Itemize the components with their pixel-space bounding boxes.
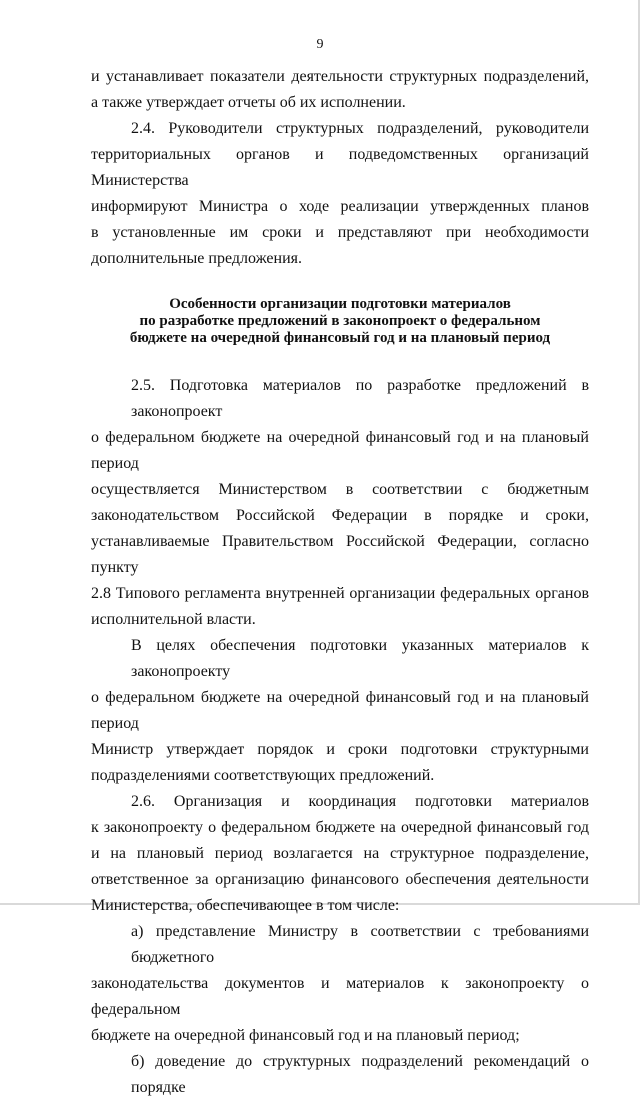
text-line: и на плановый период возлагается на структурное подразделение, (91, 845, 589, 862)
text-line: бюджете на очередной финансовый год и на плановый период; (91, 1027, 520, 1044)
text-line: законодательства документов и материалов к законопроекту о федеральном (91, 975, 589, 1018)
text-line: и устанавливает показатели деятельности структурных подразделений, (91, 68, 589, 85)
text-line: 2.6. Организация и координация подготовки материалов (131, 793, 589, 810)
heading-line: Особенности организации подготовки материалов (169, 296, 511, 312)
paragraph-continuation (91, 64, 589, 116)
text-line: к законопроекту о федеральном бюджете на очередной финансовый год (91, 819, 589, 836)
text-line: в установленные им сроки и представляют при необходимости (91, 224, 589, 241)
text-line: о федеральном бюджете на очередной финансовый год и на плановый период (91, 689, 589, 732)
text-line: ответственное за организацию финансового обеспечения деятельности (91, 871, 589, 888)
text-line: информируют Министра о ходе реализации утвержденных планов (91, 198, 589, 215)
text-line: осуществляется Министерством в соответствии с бюджетным (91, 481, 589, 498)
text-line: Министерства, обеспечивающее в том числе: (91, 897, 400, 914)
heading-line: по разработке предложений в законопроект о федеральном (139, 313, 541, 329)
text-line: 2.4. Руководители структурных подразделений, руководители (131, 120, 589, 137)
paragraph-2-5 (91, 373, 589, 633)
text-line: дополнительные предложения. (91, 250, 302, 267)
page-content (91, 64, 589, 1101)
paragraph-2-4 (91, 116, 589, 272)
section-heading (91, 296, 589, 347)
text-line: территориальных органов и подведомственных организаций Министерства (91, 146, 589, 189)
text-line: законодательством Российской Федерации в порядке и сроки, (91, 507, 589, 524)
text-line: 2.8 Типового регламента внутренней организации федеральных органов (91, 585, 589, 602)
text-line: а) представление Министру в соответствии с требованиями бюджетного (131, 923, 589, 966)
paragraph-2-6 (91, 789, 589, 919)
paragraph-2-5-continued (91, 633, 589, 789)
list-item-a (91, 919, 589, 1049)
page-number: 9 (316, 37, 324, 52)
text-line: В целях обеспечения подготовки указанных материалов к законопроекту (131, 637, 589, 680)
text-line: 2.5. Подготовка материалов по разработке предложений в законопроект (131, 377, 589, 420)
text-line: подразделениями соответствующих предложений. (91, 767, 435, 784)
list-item-b (91, 1049, 589, 1101)
text-line: Министр утверждает порядок и сроки подготовки структурными (91, 741, 589, 758)
text-line: а также утверждает отчеты об их исполнении. (91, 94, 406, 111)
text-line: исполнительной власти. (91, 611, 256, 628)
text-line: б) доведение до структурных подразделений рекомендаций о порядке (131, 1053, 589, 1096)
text-line: о федеральном бюджете на очередной финансовый год и на плановый период (91, 429, 589, 472)
text-line: устанавливаемые Правительством Российской Федерации, согласно пункту (91, 533, 589, 576)
heading-line: бюджете на очередной финансовый год и на плановый период (129, 330, 551, 346)
